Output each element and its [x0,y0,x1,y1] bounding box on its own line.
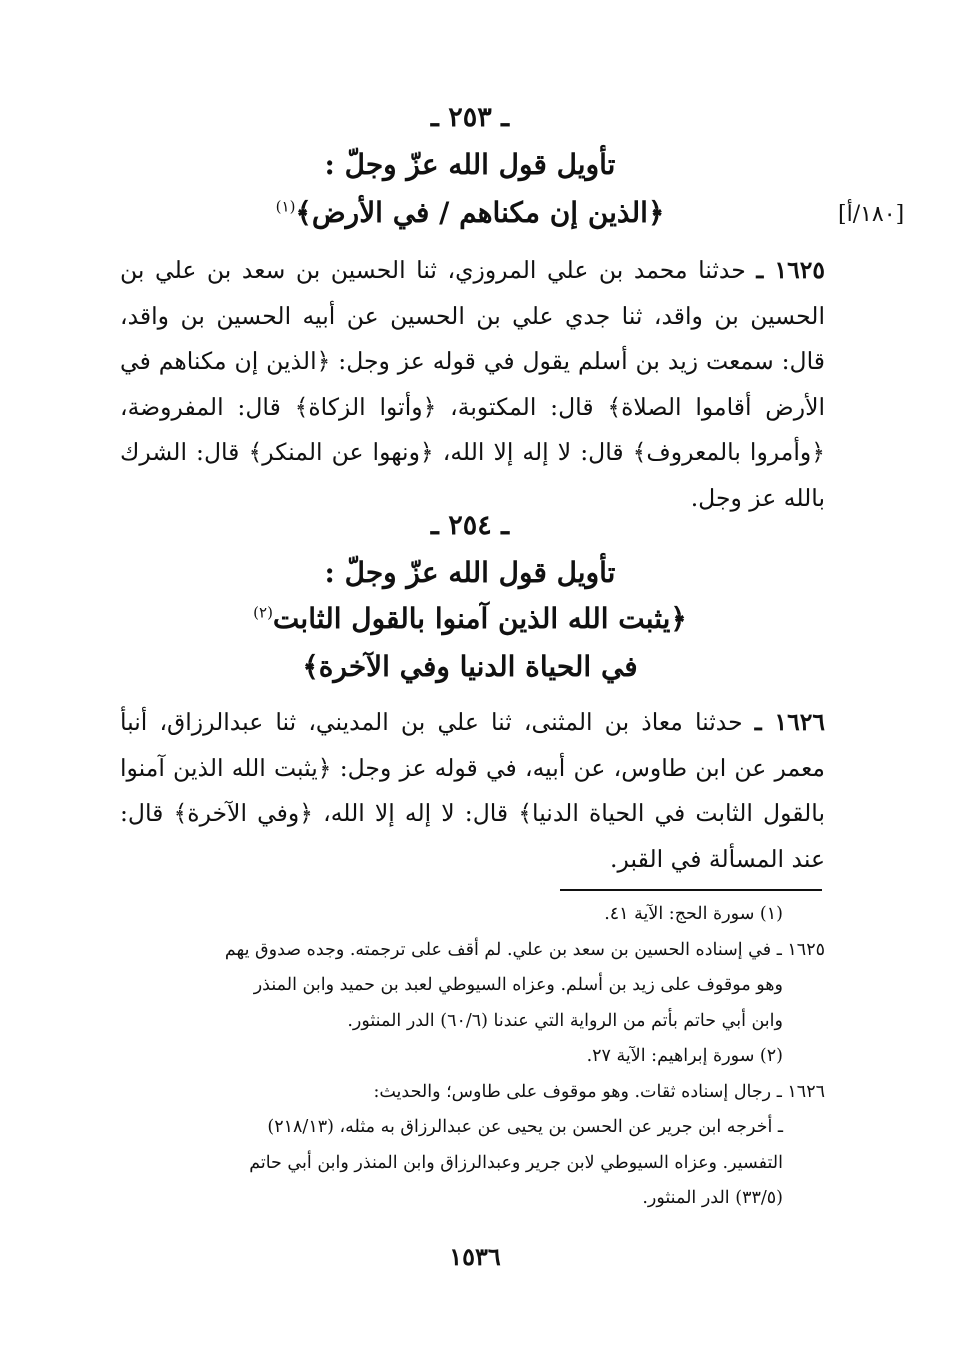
footnote-1626-line: ١٦٢٦ ـ رجال إسناده ثقات. وهو موقوف على طاوس؛ والحديث: [373,1081,825,1102]
footnotes [120,897,825,1217]
footnote-1625-line: وابن أبي حاتم بأتم من الرواية التي عندنا (٦٠/٦) الدر المنثور. [347,1010,783,1031]
footnote-marker: (١) [275,197,296,216]
footnote-1625-line: ١٦٢٥ ـ في إسناده الحسين بن سعد بن علي. لم أقف على ترجمته. وجده صدوق يهم [224,939,825,960]
hadith-text: حدثنا معاذ بن المثنى، ثنا علي بن المديني، ثنا عبدالرزاق، أنبأ معمر عن ابن طاوس، عن أبيه، في قوله عز وجل: ﴿يثبت الله الذين آمنوا بالقول الثابت في الحياة الدنيا﴾ قال: لا إله إلا الله، ﴿وفي الآخرة﴾ قال: عند المسألة في القبر. [120,708,825,873]
hadith-text: حدثنا محمد بن علي المروزي، ثنا الحسين بن سعد بن علي بن الحسين بن واقد، ثنا جدي علي بن الحسين عن أبيه الحسين بن واقد، قال: سمعت زيد بن أسلم يقول في قوله عز وجل: ﴿الذين إن مكناهم في الأرض أقاموا الصلاة﴾ قال: المكتوبة، ﴿وأتوا الزكاة﴾ قال: المفروضة، ﴿وأمروا بالمعروف﴾ قال: لا إله إلا الله، ﴿ونهوا عن المنكر﴾ قال: الشرك بالله عز وجل. [120,256,825,512]
verse-line: ﴿الذين إن مكناهم / في الأرض﴾ [295,196,665,229]
footnote-1: (١) سورة الحج: الآية ٤١. [604,904,783,924]
section-title: تأويل قول الله عزّ وجلّ : [324,148,616,181]
footnote-1626-line: ـ أخرجه ابن جرير عن الحسن بن يحيى عن عبدالرزاق به مثله، (٢١٨/١٣) [267,1117,783,1137]
footnote-2: (٢) سورة إبراهيم: الآية ٢٧. [586,1046,783,1066]
footnote-1626-line: (٣٣/٥) الدر المنثور. [642,1188,783,1208]
footnote-1626-line: التفسير. وعزاه السيوطي لابن جرير وعبدالرزاق وابن المنذر وابن أبي حاتم [249,1152,783,1173]
hadith-paragraph [120,700,825,882]
hadith-number: ١٦٢٦ ـ [754,708,825,736]
hadith-paragraph [120,248,825,521]
verse-line: ﴿يثبت الله الذين آمنوا بالقول الثابت [272,602,687,635]
footnote-marker: (٢) [253,603,273,622]
hadith-number: ١٦٢٥ ـ [756,256,825,284]
verse-heading [120,196,820,229]
section-title: تأويل قول الله عزّ وجلّ : [324,556,616,589]
footnote-1625-line: وهو موقوف على زيد بن أسلم. وعزاه السيوطي لعبد بن حميد وابن المنذر [253,975,783,995]
verse-line: في الحياة الدنيا وفي الآخرة﴾ [302,650,638,683]
page-number: ١٥٣٦ [449,1242,501,1271]
section-number: ـ ٢٥٤ ـ [430,510,510,541]
footnote-separator [560,889,822,891]
verse-heading [120,602,820,635]
section-number: ـ ٢٥٣ ـ [430,102,510,133]
manuscript-folio-ref: [١٨٠/أ] [838,202,905,227]
